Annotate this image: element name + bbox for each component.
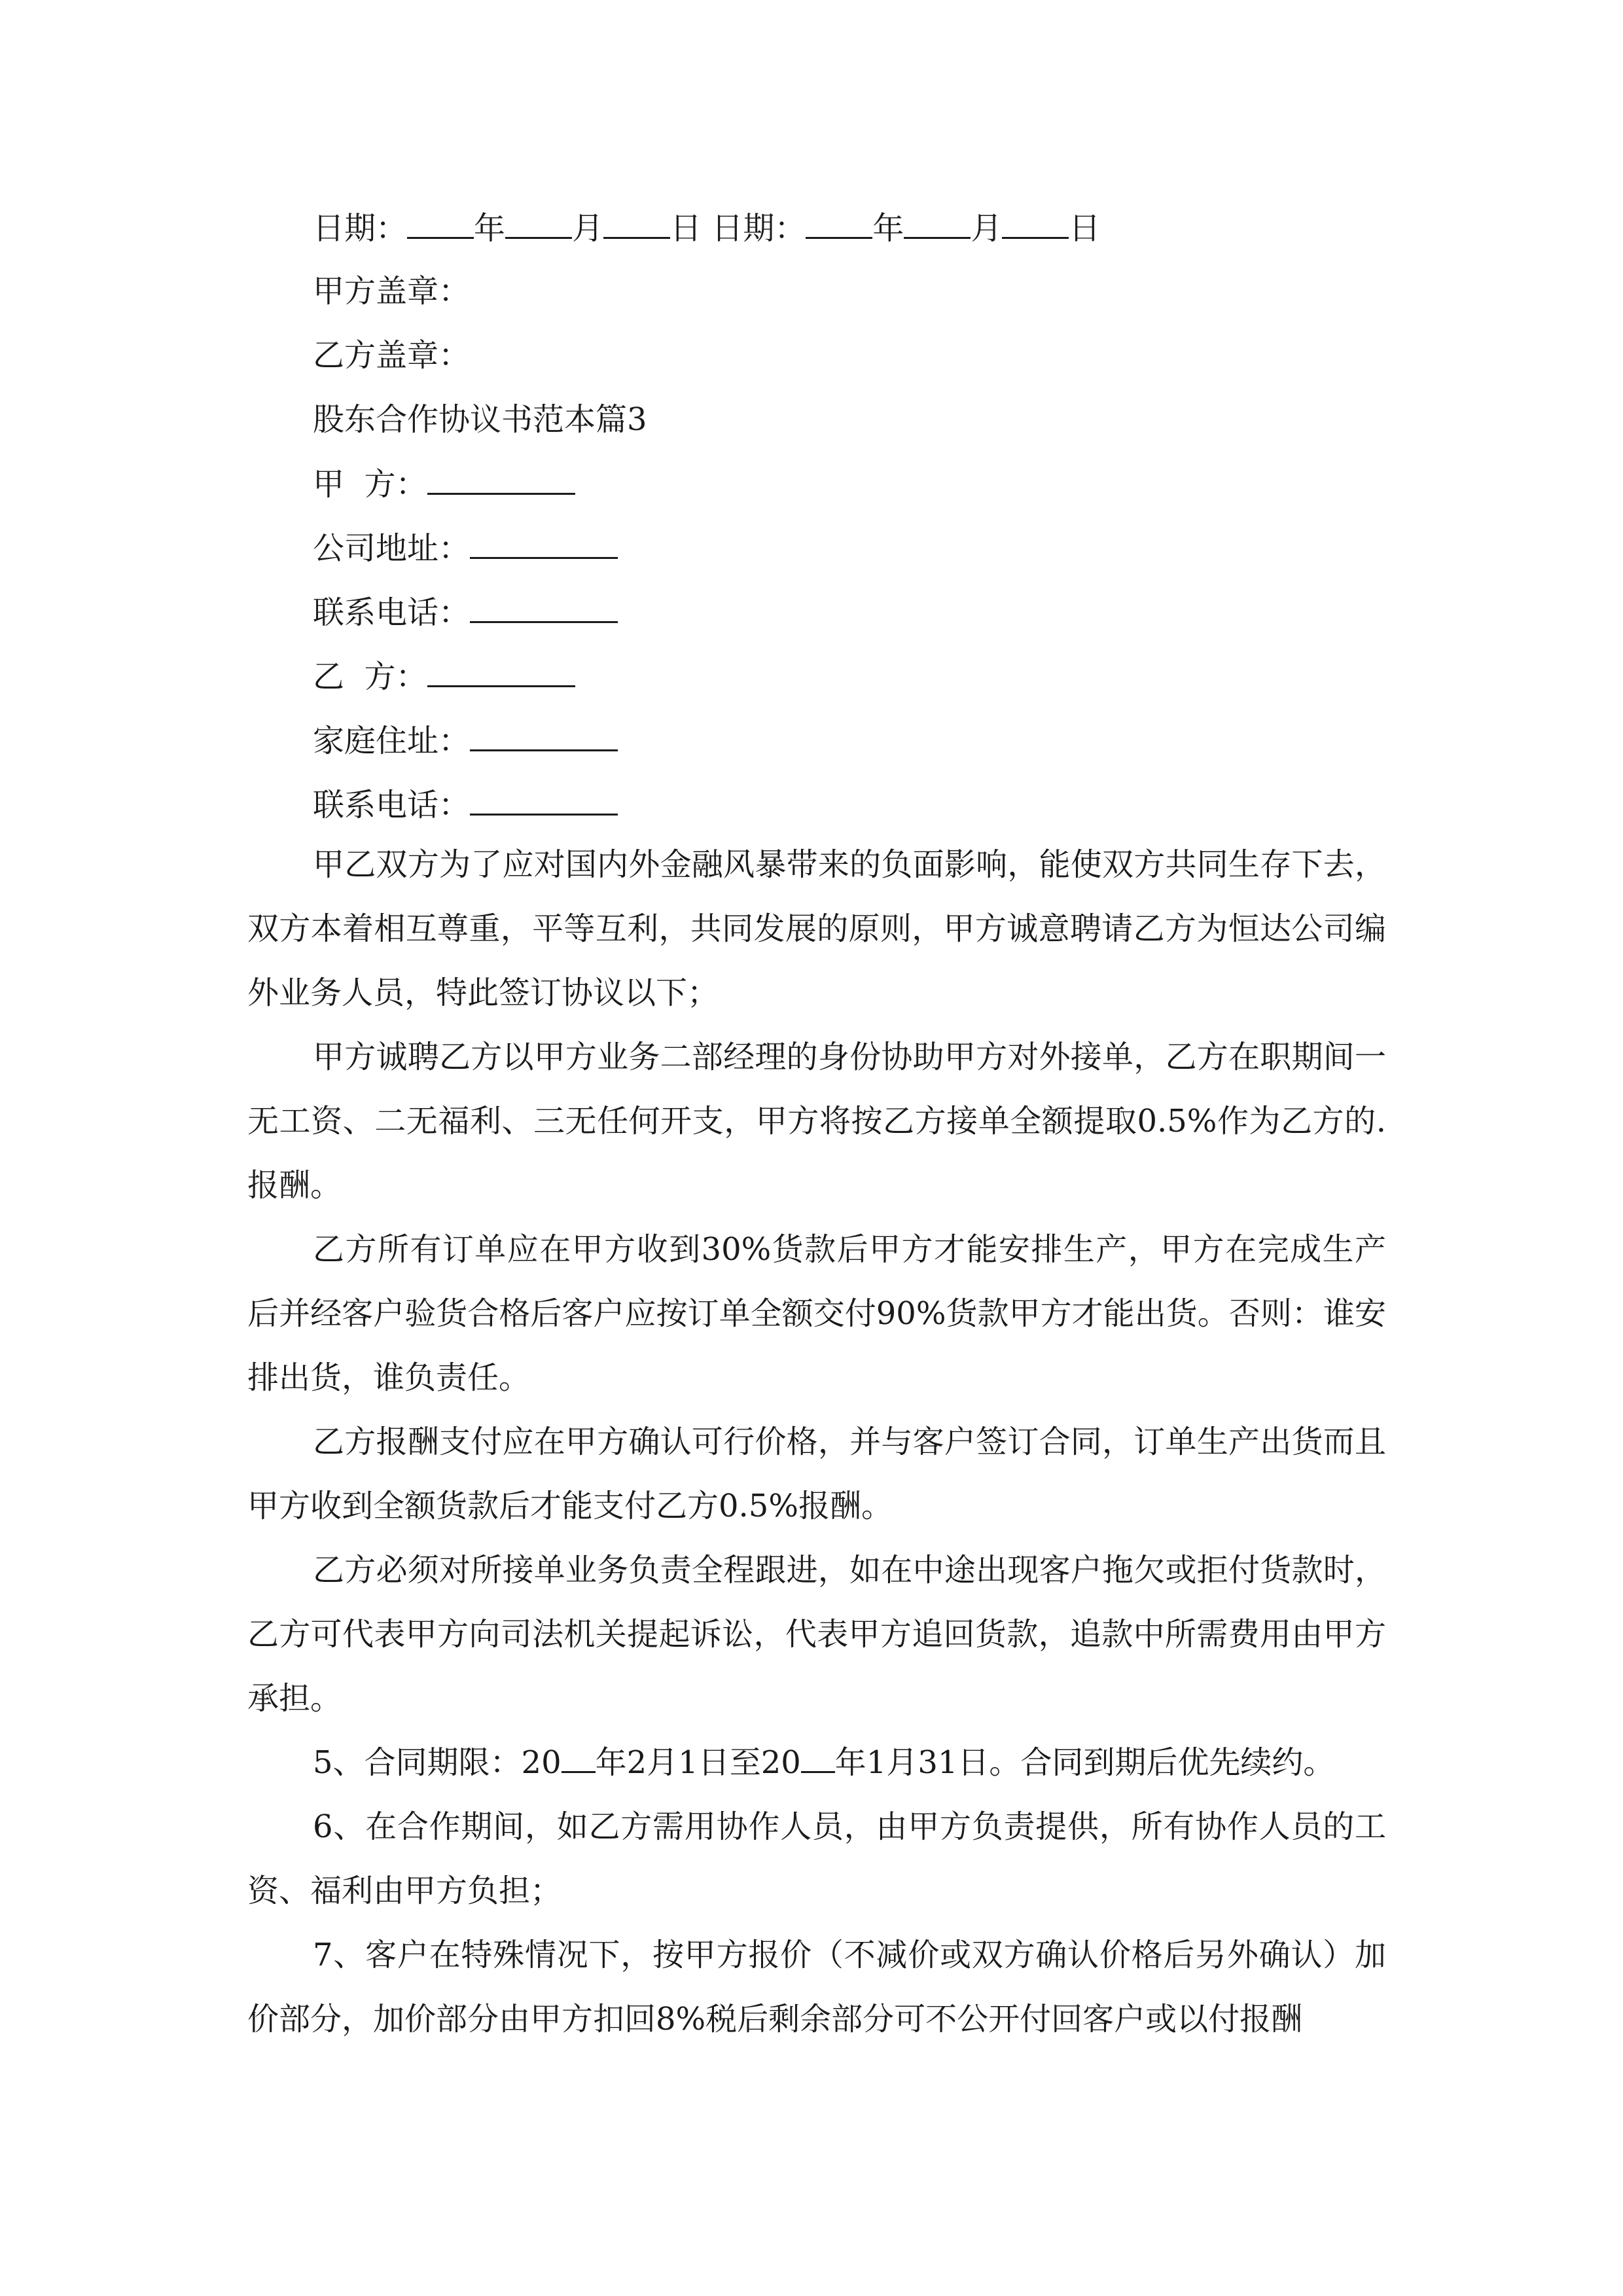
day-label-1: 日 [670,210,702,247]
term-year-blank-2 [801,1742,835,1773]
contact-phone-blank-1 [470,592,618,623]
date-line [313,208,1100,248]
date-label-2: 日期： [711,210,806,247]
party-b-blank [427,656,575,687]
term-middle: 年2月1日至20 [595,1744,801,1781]
contact-phone-label-2: 联系电话： [313,787,471,823]
party-b-label: 乙 方： [313,658,427,695]
contact-phone-label-1: 联系电话： [313,594,471,631]
paragraph-followup: 乙方必须对所接单业务负责全程跟进，如在中途出现客户拖欠或拒付货款时，乙方可代表甲方向司法机关提起诉讼，代表甲方追回货款，追款中所需费用由甲方承担。 [247,1552,1386,1717]
paragraph-appointment: 甲方诚聘乙方以甲方业务二部经理的身份协助甲方对外接单，乙方在职期间一无工资、二无福利、三无任何开支，甲方将按乙方接单全额提取0.5%作为乙方的.报酬。 [247,1039,1386,1204]
month-blank-1 [505,208,572,239]
contact-phone-field-2 [313,785,618,825]
clause-7: 7、客户在特殊情况下，按甲方报价（不减价或双方确认价格后另外确认）加价部分，加价部分由甲方扣回8%税后剩余部分可不公开付回客户或以付报酬 [247,1937,1386,2037]
party-a-blank [427,464,575,495]
month-blank-2 [904,208,971,239]
party-b-field [313,656,575,696]
party-a-field [313,464,575,504]
clause-term [247,1731,1386,1795]
month-label-2: 月 [971,210,1003,247]
section-title: 股东合作协议书范本篇3 [313,401,647,438]
day-blank-1 [603,208,670,239]
contact-phone-blank-2 [470,785,618,816]
day-label-2: 日 [1069,210,1101,247]
paragraph-payment: 乙方报酬支付应在甲方确认可行价格，并与客户签订合同，订单生产出货而且甲方收到全额货款后才能支付乙方0.5%报酬。 [247,1424,1386,1524]
company-address-field [313,528,618,568]
month-label-1: 月 [572,210,604,247]
year-blank-1 [407,208,474,239]
company-address-label: 公司地址： [313,530,471,567]
contact-phone-field-1 [313,592,618,632]
paragraph-intro: 甲乙双方为了应对国内外金融风暴带来的负面影响，能使双方共同生存下去，双方本着相互尊重，平等互利，共同发展的原则，甲方诚意聘请乙方为恒达公司编外业务人员，特此签订协议以下； [247,846,1386,1011]
year-label-2: 年 [872,210,904,247]
home-address-blank [470,721,618,751]
term-year-blank-1 [562,1742,596,1773]
home-address-label: 家庭住址： [313,723,471,759]
party-a-seal: 甲方盖章： [313,273,471,310]
date-label-1: 日期： [313,210,408,247]
term-prefix: 5、合同期限：20 [313,1744,562,1781]
party-a-label: 甲 方： [313,466,427,503]
year-blank-2 [806,208,872,239]
year-label-1: 年 [474,210,506,247]
clause-6: 6、在合作期间，如乙方需用协作人员，由甲方负责提供，所有协作人员的工资、福利由甲方负担； [247,1808,1386,1909]
home-address-field [313,721,618,761]
company-address-blank [470,528,618,559]
day-blank-2 [1002,208,1069,239]
party-b-seal: 乙方盖章： [313,337,471,374]
paragraph-orders: 乙方所有订单应在甲方收到30%货款后甲方才能安排生产，甲方在完成生产后并经客户验货合格后客户应按订单全额交付90%货款甲方才能出货。否则：谁安排出货，谁负责任。 [247,1231,1386,1396]
term-suffix: 年1月31日。合同到期后优先续约。 [834,1744,1335,1781]
